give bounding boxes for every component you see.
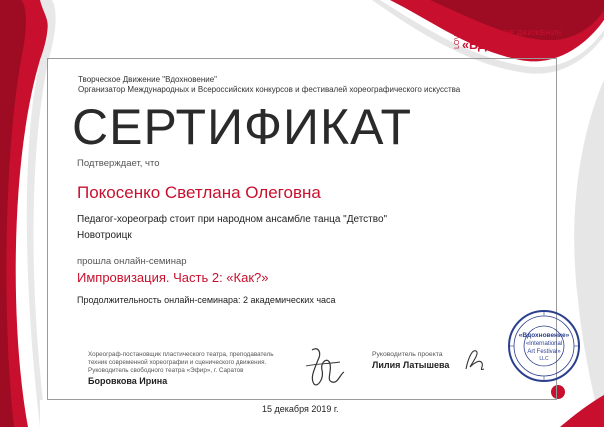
- organizer-name: Творческое Движение "Вдохновение": [78, 75, 218, 84]
- brand-tagline: ТВОРЧЕСКОЕ ДВИЖЕНИЕ: [462, 28, 562, 37]
- brand-name: «ВДОХНОВЕНИЕ»: [462, 38, 574, 52]
- course-duration: Продолжительность онлайн-семинара: 2 академических часа: [77, 295, 336, 305]
- certificate-title: СЕРТИФИКАТ: [72, 99, 413, 155]
- recipient-city: Новотроицк: [77, 230, 132, 241]
- right-signer-role: Руководитель проекта: [372, 351, 443, 358]
- love-logo-icon: [452, 22, 461, 50]
- svg-text:LOVE: LOVE: [454, 30, 461, 49]
- course-title: Импровизация. Часть 2: «Как?»: [77, 270, 269, 285]
- confirm-text: Подтверждает, что: [77, 158, 160, 169]
- right-handwritten-signature: [460, 345, 490, 373]
- left-signer-role: Хореограф-постановщик пластического театра, преподаватель техник современной хореографии и сценического движения. Руководитель свободного театра «Эфир», г. Саратов: [88, 351, 274, 374]
- stamp-line-4: LLC: [539, 356, 549, 362]
- right-signer-name: Лилия Латышева: [372, 360, 450, 370]
- stamp-line-2: «International: [525, 341, 563, 347]
- stamp-line-1: «Вдохновение»: [518, 332, 570, 339]
- organization-stamp: [506, 308, 582, 384]
- left-signer-name: Боровкова Ирина: [88, 376, 168, 386]
- organizer-description: Организатор Международных и Всероссийских конкурсов и фестивалей хореографического искусства: [78, 85, 461, 94]
- passed-text: прошла онлайн-семинар: [77, 256, 187, 267]
- recipient-name: Покосенко Светлана Олеговна: [77, 183, 321, 202]
- issue-date: 15 декабря 2019 г.: [262, 404, 339, 414]
- recipient-position: Педагог-хореограф стоит при народном ансамбле танца "Детство": [77, 214, 388, 225]
- stamp-line-3: Art Festival»: [527, 349, 561, 355]
- left-handwritten-signature: [300, 344, 350, 388]
